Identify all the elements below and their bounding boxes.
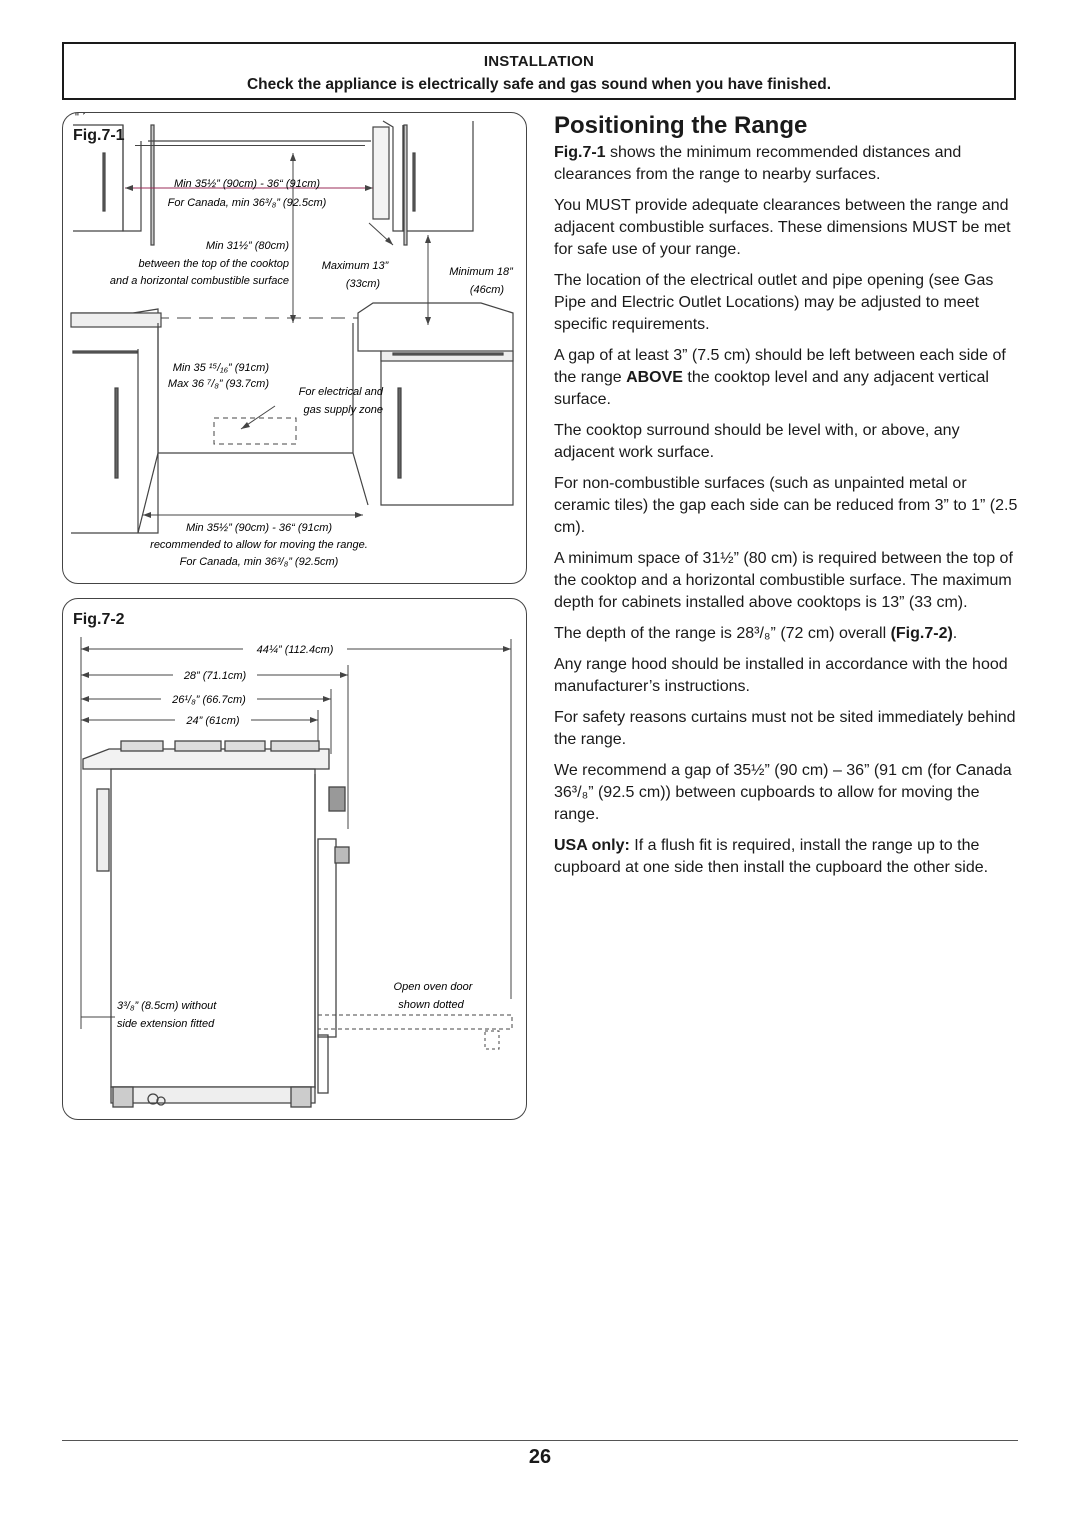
supply-zone-text-1: For electrical and (298, 386, 383, 398)
paragraph-11: We recommend a gap of 35½” (90 cm) – 36” (91 cm (for Canada 36³/₈” (92.5 cm)) between cupboards to allow for moving the range. (554, 762, 1012, 823)
paragraph-8-c: . (952, 625, 958, 642)
min-height-text-1: Min 31½” (80cm) (205, 240, 289, 252)
supply-zone-box (214, 418, 296, 444)
dimension-lines (81, 637, 511, 1029)
paragraph-6: For non-combustible surfaces (such as unpainted metal or ceramic tiles) the gap each side can be reduced from 3” to 1” (2.5 cm). (554, 475, 1018, 536)
dim-2-text: 28” (71.1cm) (183, 670, 247, 682)
max-depth-text-1: Maximum 13” (321, 260, 389, 272)
bottom-text-1: Min 35½” (90cm) - 36“ (91cm) (185, 522, 333, 534)
paragraph-12 (554, 835, 1024, 879)
dim-1-text: 44¼” (112.4cm) (256, 644, 334, 656)
paragraph-4-bold: ABOVE (626, 369, 683, 386)
bottom-text-3: For Canada, min 36³/₈” (92.5cm) (179, 556, 339, 568)
cabinet-min-text: Min 35 ¹⁵/₁₆” (91cm) (172, 362, 269, 374)
width-canada-text: For Canada, min 36³/₈” (92.5cm) (167, 197, 327, 209)
min-height-text-2: between the top of the cooktop (138, 258, 289, 270)
paragraph-2: You MUST provide adequate clearances between the range and adjacent combustible surfaces. These dimensions MUST be met for safe use of your range. (554, 197, 1011, 258)
paragraph-12-text: If a flush fit is required, install the range up to the cupboard at one side then install the cupboard the other side. (554, 837, 989, 876)
header-box (62, 42, 1016, 100)
min-side-text-1: Minimum 18” (449, 266, 513, 278)
supply-zone-text-2: gas supply zone (303, 404, 383, 416)
section-title: Positioning the Range (554, 112, 808, 139)
paragraph-3: The location of the electrical outlet and pipe opening (see Gas Pipe and Electric Outlet Locations) may be adjusted to meet specific requirements. (554, 272, 994, 333)
dim-4-text: 24” (61cm) (186, 715, 240, 727)
paragraph-1-text: shows the minimum recommended distances and clearances from the range to nearby surfaces. (554, 144, 962, 183)
page-number: 26 (528, 1446, 552, 1468)
header-subtitle: Check the appliance is electrically safe and gas sound when you have finished. (246, 76, 832, 93)
range-side-view (83, 741, 349, 1107)
paragraph-4-c: the cooktop level and any adjacent vertical surface. (554, 369, 989, 408)
figure-7-2-drawing (63, 599, 528, 1121)
footer-rule (62, 1440, 1018, 1441)
paragraph-1 (554, 142, 1024, 186)
usa-only-label: USA only: (554, 837, 630, 854)
figure-7-1-label: Fig.7-1 (73, 127, 125, 144)
max-depth-text-2: (33cm) (345, 278, 381, 290)
figure-7-1-drawing (63, 113, 528, 585)
figure-7-1-panel (62, 112, 527, 584)
open-door-text-1: Open oven door (393, 981, 473, 993)
side-text-2: side extension fitted (117, 1018, 215, 1030)
bottom-text-2: recommended to allow for moving the range. (150, 539, 368, 551)
dimension-arrows (81, 646, 511, 723)
floor-recess (138, 323, 368, 533)
body-text (554, 142, 1024, 888)
paragraph-4 (554, 345, 1024, 411)
open-door-outline (318, 1015, 512, 1029)
width-main-text: Min 35½” (90cm) - 36“ (91cm) (173, 178, 321, 190)
paragraph-8 (554, 623, 1024, 645)
top-marks: ʺ ˊ (75, 113, 86, 124)
side-text-1: 3³/₈” (8.5cm) without (117, 1000, 217, 1012)
lower-cabinet-left (71, 309, 161, 533)
open-door-text-2: shown dotted (398, 999, 464, 1011)
min-side-text-2: (46cm) (469, 284, 505, 296)
paragraph-9: Any range hood should be installed in accordance with the hood manufacturer’s instructions. (554, 656, 1008, 695)
paragraph-10: For safety reasons curtains must not be sited immediately behind the range. (554, 709, 1016, 748)
min-height-text-3: and a horizontal combustible surface (109, 275, 289, 287)
figure-7-2-label: Fig.7-2 (73, 611, 125, 628)
paragraph-8-bold: (Fig.7-2) (890, 625, 953, 642)
dim-3-text: 26¹/₈” (66.7cm) (172, 694, 246, 706)
paragraph-8-a: The depth of the range is 28³/₈” (72 cm) overall (554, 625, 891, 642)
header-title: INSTALLATION (483, 53, 595, 70)
paragraph-7: A minimum space of 31½” (80 cm) is required between the top of the cooktop and a horizontal combustible surface. The maximum depth for cabinets installed above cooktops is 13” (33 cm). (554, 550, 1013, 611)
fig-reference: Fig.7-1 (554, 144, 606, 161)
cabinet-max-text: Max 36 ⁷/₈” (93.7cm) (167, 378, 269, 390)
paragraph-5: The cooktop surround should be level with, or above, any adjacent work surface. (554, 422, 960, 461)
figure-7-2-panel (62, 598, 527, 1120)
paragraph-4-a: A gap of at least 3” (7.5 cm) should be left between each side of the range (554, 347, 1006, 386)
fig-label-rule (135, 145, 365, 146)
